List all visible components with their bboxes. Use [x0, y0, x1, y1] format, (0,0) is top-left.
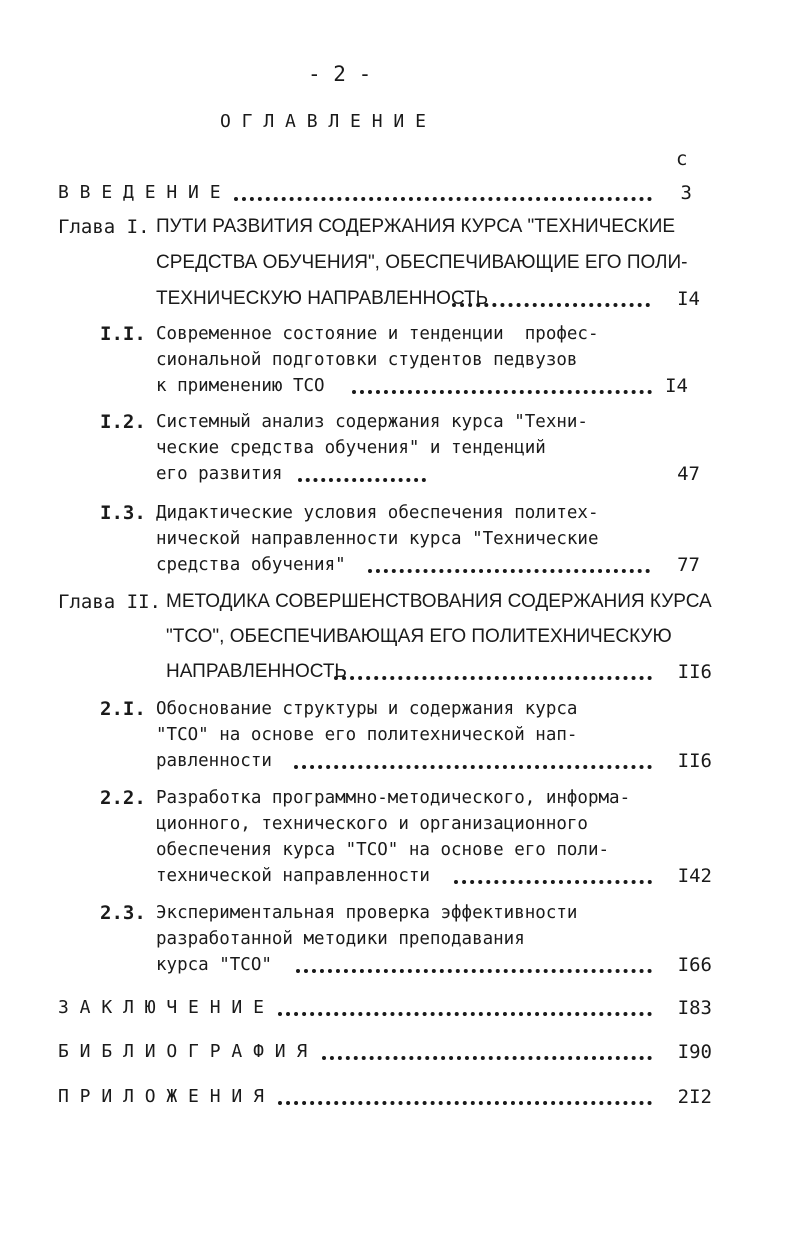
leader-dots: [298, 478, 426, 482]
toc-entry-prefix: I.3.: [100, 502, 146, 524]
toc-entry-prefix: I.I.: [100, 323, 146, 345]
toc-entry-line: технической направленности: [156, 866, 430, 886]
toc-entry-line: ПУТИ РАЗВИТИЯ СОДЕРЖАНИЯ КУРСА "ТЕХНИЧЕСКИЕ: [156, 216, 676, 237]
page-title: О Г Л А В Л Е Н И Е: [220, 111, 426, 132]
leader-dots: [368, 569, 650, 573]
toc-entry-prefix: 2.I.: [100, 698, 146, 720]
toc-entry-line: Системный анализ содержания курса "Техни-: [156, 412, 588, 432]
leader-dots: [454, 880, 652, 884]
toc-entry-line: курса "ТСО": [156, 955, 272, 975]
toc-entry-prefix: I.2.: [100, 411, 146, 433]
toc-entry-page: 2I2: [677, 1086, 712, 1108]
toc-entry-page: I4: [665, 375, 688, 397]
toc-entry-label: П Р И Л О Ж Е Н И Я: [58, 1086, 264, 1107]
toc-entry-line: Современное состояние и тенденции профес-: [156, 324, 599, 344]
toc-entry-line: равленности: [156, 751, 272, 771]
toc-entry-line: средства обучения": [156, 555, 346, 575]
page-number: - 2 -: [308, 62, 372, 86]
toc-entry-line: Разработка программно-методического, информа-: [156, 788, 631, 808]
leader-dots: [294, 765, 652, 769]
toc-entry-page: 77: [677, 554, 700, 576]
toc-entry-page: I42: [677, 865, 712, 887]
toc-entry-page: II6: [677, 661, 712, 683]
leader-dots: [322, 1056, 652, 1060]
toc-entry-page: I66: [677, 954, 712, 976]
toc-entry-prefix: Глава II.: [58, 591, 161, 613]
toc-entry-line: Дидактические условия обеспечения политех-: [156, 503, 599, 523]
toc-entry-line: МЕТОДИКА СОВЕРШЕНСТВОВАНИЯ СОДЕРЖАНИЯ КУРСА: [166, 591, 712, 612]
toc-entry-line: "ТСО" на основе его политехнической нап-: [156, 725, 578, 745]
toc-entry-page: II6: [677, 750, 712, 772]
toc-entry-label: Б И Б Л И О Г Р А Ф И Я: [58, 1041, 308, 1062]
toc-entry-page: 47: [677, 463, 700, 485]
toc-entry-line: Экспериментальная проверка эффективности: [156, 903, 578, 923]
leader-dots: [334, 676, 652, 680]
toc-entry-line: ционного, технического и организационного: [156, 814, 588, 834]
toc-entry-page: I83: [677, 997, 712, 1019]
page-column-label: с: [676, 148, 688, 170]
toc-entry-line: обеспечения курса "ТСО" на основе его поли-: [156, 840, 610, 860]
leader-dots: [452, 303, 650, 307]
toc-entry-line: ческие средства обучения" и тенденций: [156, 438, 546, 458]
leader-dots: [234, 197, 652, 201]
toc-entry-line: к применению ТСО: [156, 376, 325, 396]
leader-dots: [296, 969, 652, 973]
toc-entry-prefix: 2.3.: [100, 902, 146, 924]
leader-dots: [278, 1012, 652, 1016]
toc-entry-line: нической направленности курса "Технические: [156, 529, 599, 549]
toc-entry-page: 3: [680, 182, 692, 204]
toc-entry-line: сиональной подготовки студентов педвузов: [156, 350, 578, 370]
toc-entry-line: Обоснование структуры и содержания курса: [156, 699, 578, 719]
toc-entry-label: В В Е Д Е Н И Е: [58, 182, 221, 203]
leader-dots: [278, 1101, 652, 1105]
toc-entry-line: СРЕДСТВА ОБУЧЕНИЯ", ОБЕСПЕЧИВАЮЩИЕ ЕГО ПОЛИ-: [156, 252, 688, 273]
toc-entry-line: НАПРАВЛЕННОСТЬ: [166, 661, 347, 682]
toc-entry-prefix: Глава I.: [58, 216, 150, 238]
toc-entry-line: ТЕХНИЧЕСКУЮ НАПРАВЛЕННОСТЬ: [156, 288, 489, 309]
toc-entry-page: I90: [677, 1041, 712, 1063]
toc-entry-page: I4: [677, 288, 700, 310]
toc-entry-line: "ТСО", ОБЕСПЕЧИВАЮЩАЯ ЕГО ПОЛИТЕХНИЧЕСКУЮ: [166, 626, 672, 647]
toc-entry-line: его развития: [156, 464, 283, 484]
toc-entry-line: разработанной методики преподавания: [156, 929, 525, 949]
leader-dots: [352, 390, 652, 394]
toc-entry-prefix: 2.2.: [100, 787, 146, 809]
toc-entry-label: З А К Л Ю Ч Е Н И Е: [58, 997, 264, 1018]
